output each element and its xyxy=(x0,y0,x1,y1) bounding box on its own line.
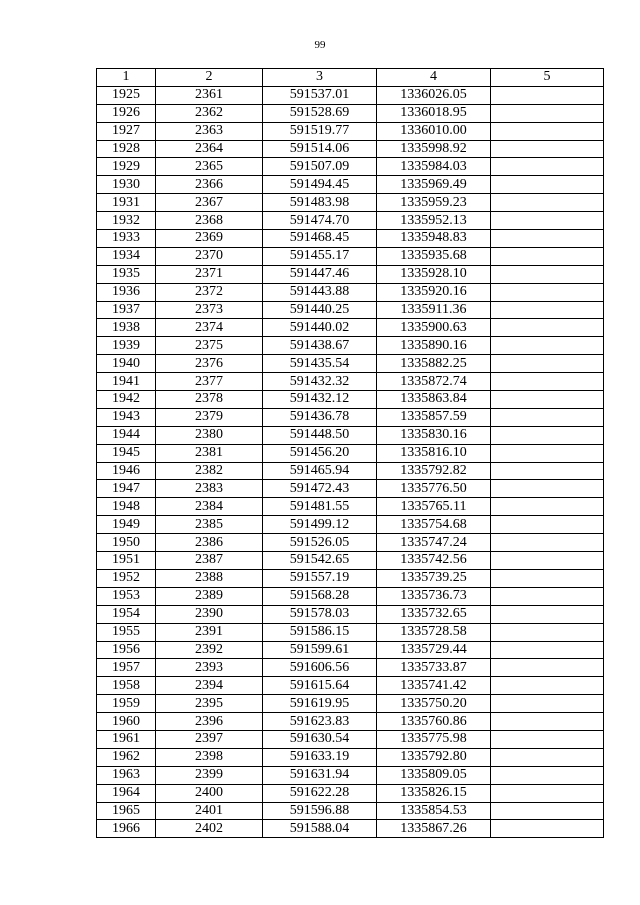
table-cell-col-3: 591622.28 xyxy=(263,784,377,802)
table-row xyxy=(97,355,604,373)
table-cell-col-3: 591474.70 xyxy=(263,212,377,230)
table-body xyxy=(97,86,604,837)
table-cell-col-1: 1948 xyxy=(97,498,156,516)
table-cell-col-2: 2363 xyxy=(156,122,263,140)
table-cell-col-2: 2364 xyxy=(156,140,263,158)
table-cell-col-3: 591578.03 xyxy=(263,605,377,623)
table-cell-col-1: 1936 xyxy=(97,283,156,301)
table-cell-col-2: 2385 xyxy=(156,516,263,534)
table-header-row xyxy=(97,69,604,87)
table-cell-col-5 xyxy=(491,426,604,444)
table-cell-col-2: 2383 xyxy=(156,480,263,498)
column-header-4: 4 xyxy=(377,69,491,87)
table-cell-col-4: 1336018.95 xyxy=(377,104,491,122)
table-cell-col-5 xyxy=(491,301,604,319)
table-cell-col-1: 1941 xyxy=(97,373,156,391)
table-cell-col-2: 2382 xyxy=(156,462,263,480)
table-cell-col-5 xyxy=(491,730,604,748)
table-cell-col-5 xyxy=(491,695,604,713)
table-cell-col-4: 1335863.84 xyxy=(377,391,491,409)
table-cell-col-1: 1929 xyxy=(97,158,156,176)
column-header-3: 3 xyxy=(263,69,377,87)
table-cell-col-3: 591599.61 xyxy=(263,641,377,659)
table-row xyxy=(97,569,604,587)
table-cell-col-1: 1954 xyxy=(97,605,156,623)
table-cell-col-4: 1335816.10 xyxy=(377,444,491,462)
table-cell-col-5 xyxy=(491,677,604,695)
table-cell-col-4: 1335736.73 xyxy=(377,587,491,605)
table-cell-col-1: 1942 xyxy=(97,391,156,409)
table-cell-col-3: 591519.77 xyxy=(263,122,377,140)
table-cell-col-1: 1935 xyxy=(97,265,156,283)
table-cell-col-2: 2374 xyxy=(156,319,263,337)
table-cell-col-1: 1953 xyxy=(97,587,156,605)
table-cell-col-4: 1335792.82 xyxy=(377,462,491,480)
table-cell-col-4: 1335867.26 xyxy=(377,820,491,838)
table-cell-col-1: 1940 xyxy=(97,355,156,373)
table-cell-col-1: 1962 xyxy=(97,748,156,766)
table-cell-col-1: 1939 xyxy=(97,337,156,355)
table-cell-col-3: 591435.54 xyxy=(263,355,377,373)
table-cell-col-3: 591432.12 xyxy=(263,391,377,409)
table-row xyxy=(97,516,604,534)
table-cell-col-3: 591542.65 xyxy=(263,552,377,570)
table-cell-col-2: 2398 xyxy=(156,748,263,766)
table-cell-col-3: 591494.45 xyxy=(263,176,377,194)
table-cell-col-1: 1934 xyxy=(97,247,156,265)
table-cell-col-4: 1335792.80 xyxy=(377,748,491,766)
table-cell-col-3: 591526.05 xyxy=(263,534,377,552)
table-cell-col-2: 2397 xyxy=(156,730,263,748)
table-row xyxy=(97,86,604,104)
table-cell-col-5 xyxy=(491,802,604,820)
table-cell-col-1: 1958 xyxy=(97,677,156,695)
table-cell-col-2: 2402 xyxy=(156,820,263,838)
table-cell-col-2: 2373 xyxy=(156,301,263,319)
table-cell-col-2: 2361 xyxy=(156,86,263,104)
table-cell-col-5 xyxy=(491,552,604,570)
table-cell-col-4: 1335830.16 xyxy=(377,426,491,444)
table-row xyxy=(97,677,604,695)
table-cell-col-3: 591440.25 xyxy=(263,301,377,319)
table-cell-col-2: 2386 xyxy=(156,534,263,552)
table-cell-col-5 xyxy=(491,122,604,140)
table-cell-col-1: 1957 xyxy=(97,659,156,677)
table-row xyxy=(97,140,604,158)
table-cell-col-5 xyxy=(491,713,604,731)
table-cell-col-5 xyxy=(491,641,604,659)
table-row xyxy=(97,641,604,659)
table-cell-col-1: 1945 xyxy=(97,444,156,462)
table-cell-col-2: 2370 xyxy=(156,247,263,265)
table-cell-col-2: 2377 xyxy=(156,373,263,391)
table-cell-col-1: 1933 xyxy=(97,230,156,248)
table-cell-col-3: 591499.12 xyxy=(263,516,377,534)
table-cell-col-4: 1335952.13 xyxy=(377,212,491,230)
table-cell-col-5 xyxy=(491,623,604,641)
table-row xyxy=(97,534,604,552)
table-row xyxy=(97,122,604,140)
table-cell-col-1: 1926 xyxy=(97,104,156,122)
table-row xyxy=(97,247,604,265)
table-row xyxy=(97,176,604,194)
table-cell-col-2: 2393 xyxy=(156,659,263,677)
table-cell-col-1: 1966 xyxy=(97,820,156,838)
table-row xyxy=(97,444,604,462)
table-cell-col-1: 1930 xyxy=(97,176,156,194)
table-cell-col-3: 591631.94 xyxy=(263,766,377,784)
table-cell-col-4: 1336026.05 xyxy=(377,86,491,104)
table-cell-col-2: 2392 xyxy=(156,641,263,659)
table-cell-col-5 xyxy=(491,659,604,677)
table-cell-col-4: 1335900.63 xyxy=(377,319,491,337)
table-cell-col-1: 1965 xyxy=(97,802,156,820)
table-cell-col-3: 591623.83 xyxy=(263,713,377,731)
table-cell-col-4: 1335890.16 xyxy=(377,337,491,355)
table-cell-col-5 xyxy=(491,337,604,355)
table-cell-col-3: 591619.95 xyxy=(263,695,377,713)
table-cell-col-3: 591481.55 xyxy=(263,498,377,516)
table-row xyxy=(97,623,604,641)
table-row xyxy=(97,730,604,748)
table-cell-col-5 xyxy=(491,498,604,516)
table-cell-col-4: 1335733.87 xyxy=(377,659,491,677)
table-cell-col-4: 1335729.44 xyxy=(377,641,491,659)
table-cell-col-1: 1938 xyxy=(97,319,156,337)
table-cell-col-4: 1335857.59 xyxy=(377,408,491,426)
table-cell-col-5 xyxy=(491,516,604,534)
table-cell-col-3: 591483.98 xyxy=(263,194,377,212)
table-row xyxy=(97,766,604,784)
table-cell-col-4: 1335969.49 xyxy=(377,176,491,194)
table-row xyxy=(97,337,604,355)
table-cell-col-2: 2371 xyxy=(156,265,263,283)
table-cell-col-1: 1944 xyxy=(97,426,156,444)
table-cell-col-1: 1964 xyxy=(97,784,156,802)
table-cell-col-2: 2391 xyxy=(156,623,263,641)
table-cell-col-3: 591432.32 xyxy=(263,373,377,391)
table-cell-col-1: 1959 xyxy=(97,695,156,713)
table-cell-col-3: 591630.54 xyxy=(263,730,377,748)
table-cell-col-2: 2376 xyxy=(156,355,263,373)
table-cell-col-4: 1335920.16 xyxy=(377,283,491,301)
table-row xyxy=(97,391,604,409)
table-cell-col-2: 2384 xyxy=(156,498,263,516)
table-cell-col-1: 1950 xyxy=(97,534,156,552)
table-row xyxy=(97,212,604,230)
table-row xyxy=(97,373,604,391)
table-cell-col-3: 591472.43 xyxy=(263,480,377,498)
table-cell-col-4: 1335732.65 xyxy=(377,605,491,623)
table-cell-col-3: 591633.19 xyxy=(263,748,377,766)
column-header-5: 5 xyxy=(491,69,604,87)
table-cell-col-1: 1927 xyxy=(97,122,156,140)
table-cell-col-5 xyxy=(491,569,604,587)
table-cell-col-2: 2394 xyxy=(156,677,263,695)
coordinates-table xyxy=(96,68,604,838)
table-row xyxy=(97,319,604,337)
table-cell-col-3: 591440.02 xyxy=(263,319,377,337)
table-row xyxy=(97,695,604,713)
table-cell-col-1: 1963 xyxy=(97,766,156,784)
table-row xyxy=(97,104,604,122)
table-cell-col-3: 591443.88 xyxy=(263,283,377,301)
table-cell-col-5 xyxy=(491,820,604,838)
table-cell-col-5 xyxy=(491,194,604,212)
table-cell-col-1: 1961 xyxy=(97,730,156,748)
table-row xyxy=(97,498,604,516)
table-cell-col-2: 2388 xyxy=(156,569,263,587)
table-row xyxy=(97,587,604,605)
table-cell-col-2: 2380 xyxy=(156,426,263,444)
table-cell-col-4: 1335750.20 xyxy=(377,695,491,713)
page-number: 99 xyxy=(314,39,326,51)
table-cell-col-4: 1335984.03 xyxy=(377,158,491,176)
table-cell-col-5 xyxy=(491,462,604,480)
table-cell-col-2: 2366 xyxy=(156,176,263,194)
table-cell-col-5 xyxy=(491,605,604,623)
table-cell-col-5 xyxy=(491,748,604,766)
table-cell-col-3: 591606.56 xyxy=(263,659,377,677)
table-row xyxy=(97,605,604,623)
table-cell-col-3: 591586.15 xyxy=(263,623,377,641)
table-cell-col-5 xyxy=(491,158,604,176)
table-cell-col-1: 1928 xyxy=(97,140,156,158)
table-cell-col-1: 1937 xyxy=(97,301,156,319)
table-cell-col-5 xyxy=(491,766,604,784)
table-cell-col-3: 591537.01 xyxy=(263,86,377,104)
table-cell-col-3: 591568.28 xyxy=(263,587,377,605)
table-row xyxy=(97,659,604,677)
table-cell-col-1: 1925 xyxy=(97,86,156,104)
table-cell-col-1: 1949 xyxy=(97,516,156,534)
table-cell-col-5 xyxy=(491,534,604,552)
table-cell-col-2: 2396 xyxy=(156,713,263,731)
table-cell-col-4: 1335826.15 xyxy=(377,784,491,802)
table-cell-col-1: 1947 xyxy=(97,480,156,498)
table-row xyxy=(97,552,604,570)
table-cell-col-2: 2389 xyxy=(156,587,263,605)
table-cell-col-2: 2375 xyxy=(156,337,263,355)
table-cell-col-3: 591557.19 xyxy=(263,569,377,587)
table-row xyxy=(97,820,604,838)
table-cell-col-3: 591615.64 xyxy=(263,677,377,695)
table-cell-col-4: 1335754.68 xyxy=(377,516,491,534)
table-cell-col-3: 591468.45 xyxy=(263,230,377,248)
table-cell-col-4: 1335911.36 xyxy=(377,301,491,319)
table-cell-col-2: 2372 xyxy=(156,283,263,301)
table-cell-col-5 xyxy=(491,587,604,605)
table-cell-col-2: 2369 xyxy=(156,230,263,248)
table-cell-col-5 xyxy=(491,391,604,409)
table-cell-col-2: 2395 xyxy=(156,695,263,713)
table-cell-col-3: 591528.69 xyxy=(263,104,377,122)
table-cell-col-2: 2381 xyxy=(156,444,263,462)
table-cell-col-5 xyxy=(491,319,604,337)
table-cell-col-2: 2379 xyxy=(156,408,263,426)
table-row xyxy=(97,194,604,212)
table-cell-col-4: 1335775.98 xyxy=(377,730,491,748)
table-cell-col-4: 1335948.83 xyxy=(377,230,491,248)
table-cell-col-2: 2378 xyxy=(156,391,263,409)
table-cell-col-4: 1335854.53 xyxy=(377,802,491,820)
table-cell-col-5 xyxy=(491,480,604,498)
table-cell-col-1: 1955 xyxy=(97,623,156,641)
table-cell-col-1: 1956 xyxy=(97,641,156,659)
table-cell-col-4: 1335741.42 xyxy=(377,677,491,695)
table-cell-col-5 xyxy=(491,176,604,194)
table-cell-col-4: 1335760.86 xyxy=(377,713,491,731)
table-cell-col-5 xyxy=(491,408,604,426)
table-cell-col-4: 1335935.68 xyxy=(377,247,491,265)
table-cell-col-1: 1960 xyxy=(97,713,156,731)
column-header-1: 1 xyxy=(97,69,156,87)
table-row xyxy=(97,748,604,766)
table-row xyxy=(97,230,604,248)
table-cell-col-4: 1335742.56 xyxy=(377,552,491,570)
table-cell-col-5 xyxy=(491,104,604,122)
table-cell-col-4: 1335776.50 xyxy=(377,480,491,498)
table-cell-col-4: 1335739.25 xyxy=(377,569,491,587)
table-cell-col-3: 591436.78 xyxy=(263,408,377,426)
table-row xyxy=(97,462,604,480)
table-cell-col-3: 591438.67 xyxy=(263,337,377,355)
table-cell-col-5 xyxy=(491,140,604,158)
table-cell-col-3: 591456.20 xyxy=(263,444,377,462)
table-cell-col-4: 1335728.58 xyxy=(377,623,491,641)
table-cell-col-3: 591588.04 xyxy=(263,820,377,838)
table-cell-col-4: 1335998.92 xyxy=(377,140,491,158)
table-cell-col-2: 2399 xyxy=(156,766,263,784)
table-cell-col-3: 591514.06 xyxy=(263,140,377,158)
table-cell-col-3: 591455.17 xyxy=(263,247,377,265)
table-cell-col-4: 1336010.00 xyxy=(377,122,491,140)
table-cell-col-3: 591448.50 xyxy=(263,426,377,444)
table-cell-col-3: 591465.94 xyxy=(263,462,377,480)
table-cell-col-2: 2368 xyxy=(156,212,263,230)
table-cell-col-2: 2400 xyxy=(156,784,263,802)
table-cell-col-4: 1335747.24 xyxy=(377,534,491,552)
table-cell-col-2: 2401 xyxy=(156,802,263,820)
table-cell-col-5 xyxy=(491,373,604,391)
table-row xyxy=(97,158,604,176)
table-cell-col-5 xyxy=(491,247,604,265)
table-cell-col-3: 591596.88 xyxy=(263,802,377,820)
table-cell-col-3: 591447.46 xyxy=(263,265,377,283)
table-row xyxy=(97,480,604,498)
table-cell-col-4: 1335765.11 xyxy=(377,498,491,516)
table-cell-col-4: 1335882.25 xyxy=(377,355,491,373)
table-cell-col-5 xyxy=(491,444,604,462)
column-header-2: 2 xyxy=(156,69,263,87)
table-cell-col-4: 1335872.74 xyxy=(377,373,491,391)
table-row xyxy=(97,426,604,444)
table-cell-col-2: 2367 xyxy=(156,194,263,212)
table-cell-col-5 xyxy=(491,784,604,802)
table-cell-col-5 xyxy=(491,212,604,230)
table-row xyxy=(97,713,604,731)
table-cell-col-5 xyxy=(491,265,604,283)
table-cell-col-3: 591507.09 xyxy=(263,158,377,176)
table-row xyxy=(97,784,604,802)
table-cell-col-1: 1952 xyxy=(97,569,156,587)
table-cell-col-5 xyxy=(491,230,604,248)
table-row xyxy=(97,802,604,820)
table-cell-col-1: 1931 xyxy=(97,194,156,212)
table-cell-col-1: 1946 xyxy=(97,462,156,480)
table-row xyxy=(97,301,604,319)
table-row xyxy=(97,283,604,301)
table-cell-col-5 xyxy=(491,283,604,301)
table-cell-col-5 xyxy=(491,355,604,373)
table-cell-col-5 xyxy=(491,86,604,104)
table-cell-col-4: 1335928.10 xyxy=(377,265,491,283)
table-cell-col-2: 2390 xyxy=(156,605,263,623)
table-cell-col-1: 1932 xyxy=(97,212,156,230)
table-row xyxy=(97,408,604,426)
table-cell-col-4: 1335809.05 xyxy=(377,766,491,784)
table-row xyxy=(97,265,604,283)
table-cell-col-2: 2387 xyxy=(156,552,263,570)
table-cell-col-1: 1951 xyxy=(97,552,156,570)
table-cell-col-1: 1943 xyxy=(97,408,156,426)
table-cell-col-4: 1335959.23 xyxy=(377,194,491,212)
table-cell-col-2: 2365 xyxy=(156,158,263,176)
table-cell-col-2: 2362 xyxy=(156,104,263,122)
